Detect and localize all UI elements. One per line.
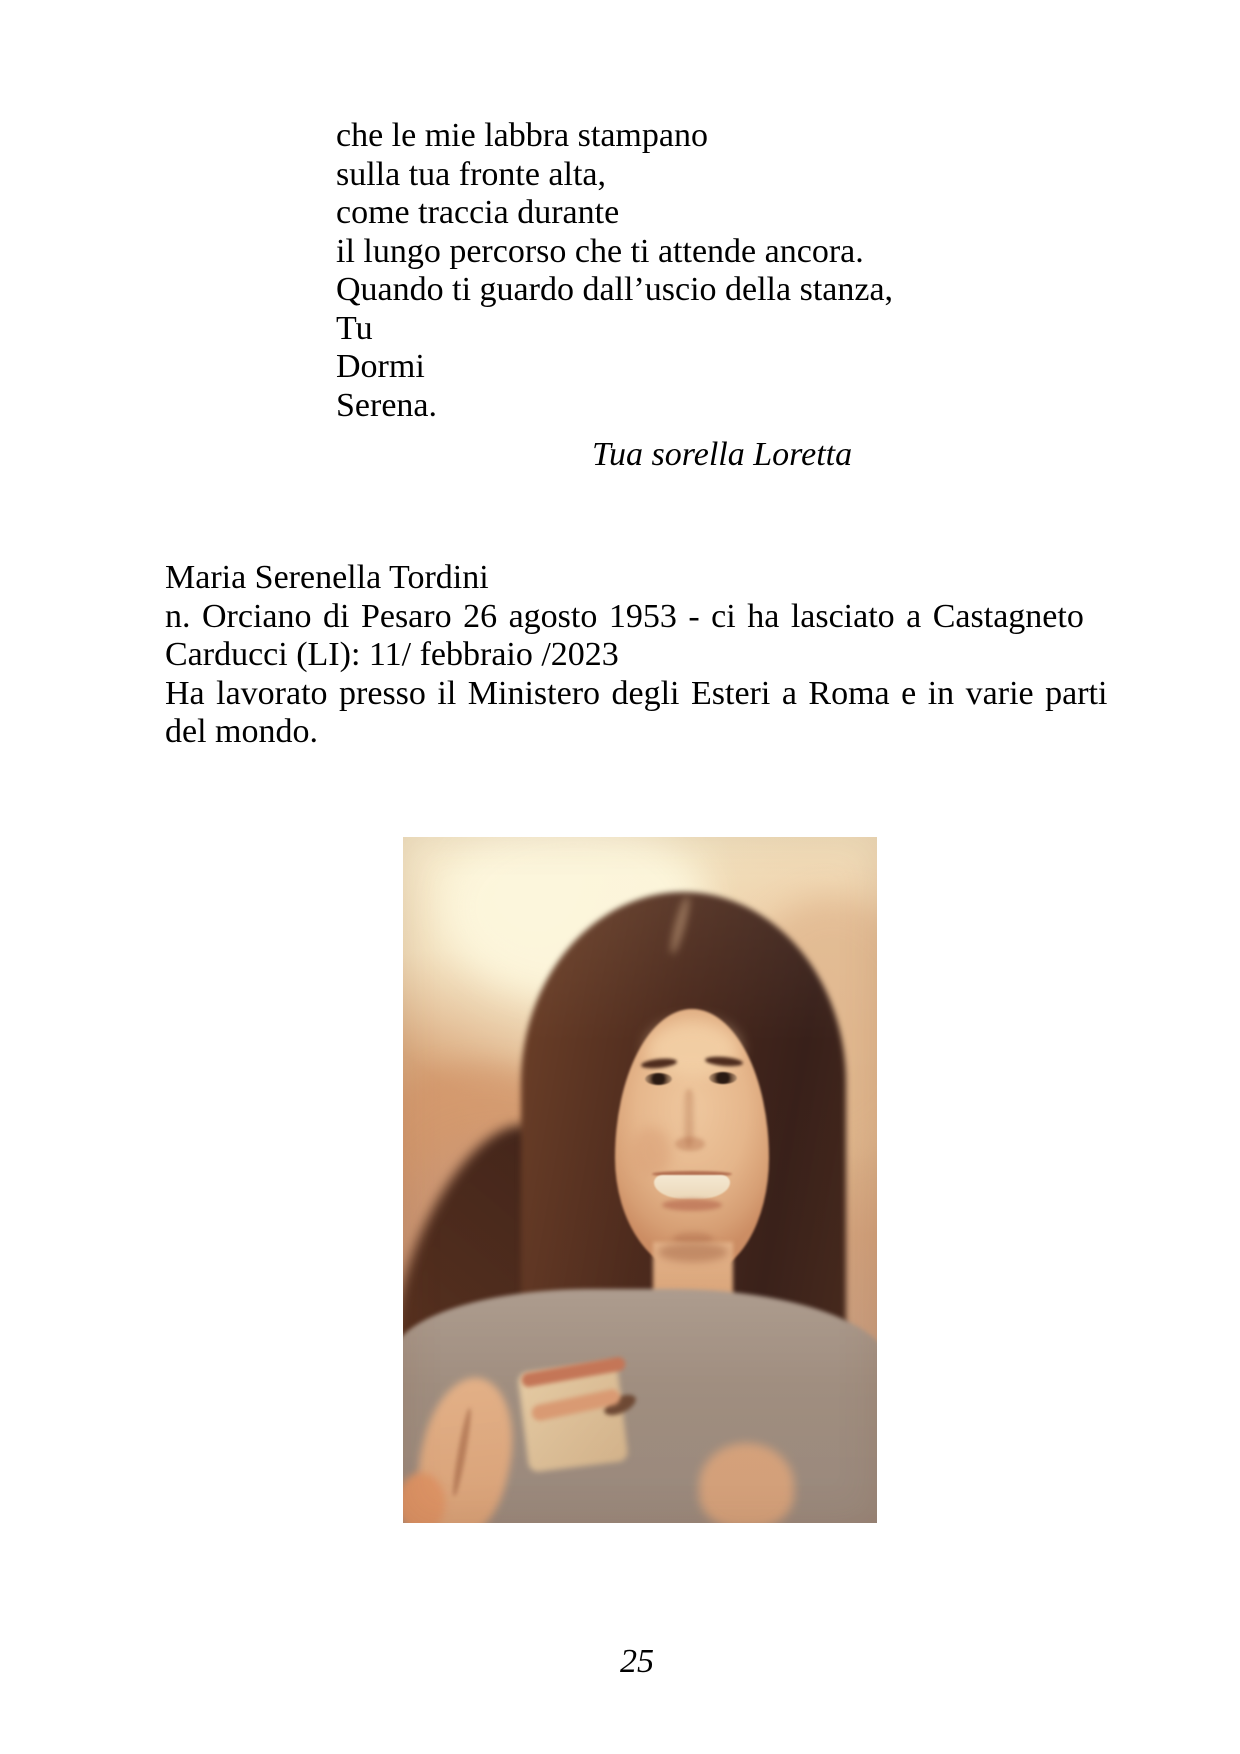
poem-line: Quando ti guardo dall’uscio della stanza, xyxy=(336,271,894,308)
page-number: 25 xyxy=(620,1643,654,1680)
biography xyxy=(165,559,1107,752)
biography-line: Ha lavorato presso il Ministero degli Esteri a Roma e in varie parti xyxy=(165,674,1108,712)
poem-line: sulla tua fronte alta, xyxy=(336,155,607,193)
poem xyxy=(336,117,893,425)
biography-line: del mondo. xyxy=(165,713,318,750)
poem-line: Serena. xyxy=(336,386,438,424)
biography-line: n. Orciano di Pesaro 26 agosto 1953 - ci ha lasciato a Castagneto xyxy=(165,597,1084,635)
poem-line: Dormi xyxy=(336,348,425,385)
poem-line: Tu xyxy=(336,309,373,347)
poem-attribution: Tua sorella Loretta xyxy=(592,436,853,473)
biography-name: Maria Serenella Tordini xyxy=(165,559,489,596)
poem-line: che le mie labbra stampano xyxy=(336,117,708,154)
portrait-photo xyxy=(403,837,877,1523)
photo-sepia-overlay xyxy=(403,837,877,1523)
poem-line: il lungo percorso che ti attende ancora. xyxy=(336,232,864,270)
poem-line: come traccia durante xyxy=(336,194,620,231)
biography-line: Carducci (LI): 11/ febbraio /2023 xyxy=(165,636,619,673)
